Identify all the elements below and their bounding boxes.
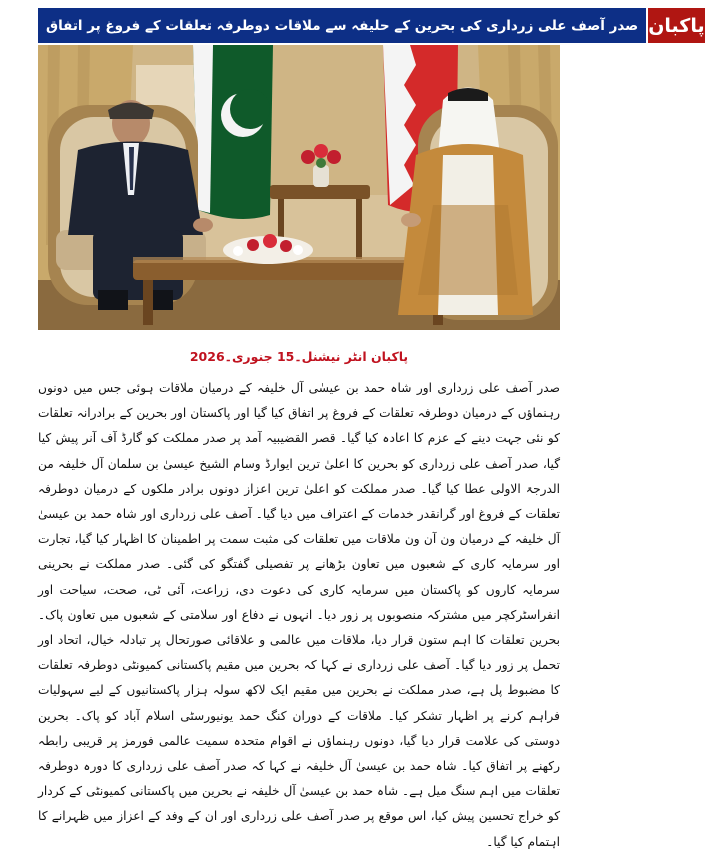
brand-logo: پاکبان [646, 8, 704, 43]
dateline: پاکبان انٹر نیشنل۔15 جنوری۔2026 [189, 349, 409, 364]
headline: صدر آصف علی زرداری کی بحرین کے حلیفہ سے ملاقات دوطرفہ تعلقات کے فروغ پر اتفاق [38, 8, 646, 43]
header-bar [38, 8, 705, 43]
article-body: صدر آصف علی زرداری اور شاہ حمد بن عیسٰی آل خلیفہ کے درمیان ملاقات ہوئی جس میں دونوں رہنماؤں کے درمیان دوطرفہ تعلقات کے فروغ پر اتفاق کیا گیا اور پاکستان اور بحرین کے برادرانہ تعلقات کو نئی جہت دینے کے عزم کا اعادہ کیا گیا۔ قصر القضیبیہ آمد پر صدر مملکت کو گارڈ آف آنر پیش کیا گیا، صدر آصف علی زرداری کو بحرین کا اعلیٰ ترین ایوارڈ وسام الشیخ عیسیٰ بن سلمان آل خلیفہ من الدرجۃ الاولی عطا کیا گیا۔ صدر مملکت کو اعلیٰ ترین اعزاز دونوں برادر ملکوں کے درمیان دوطرفہ تعلقات کے فروغ اور گرانقدر خدمات کے اعتراف میں دیا گیا۔ آصف علی زرداری اور شاہ حمد بن عیسیٰ آل خلیفہ کے درمیان ون آن ون ملاقات میں تعلقات کی مثبت سمت پر اطمینان کا اظہار کیا گیا، تجارت اور سرمایہ کاری کے شعبوں میں تعاون بڑھانے پر تفصیلی گفتگو کی گئی۔ صدر مملکت نے بحرینی سرمایہ کاروں کو پاکستان میں سرمایہ کاری کی دعوت دی، زراعت، آئی ٹی، صحت، سیاحت اور انفراسٹرکچر میں مشترکہ منصوبوں پر زور دیا۔ انہوں نے دفاع اور سلامتی کے شعبوں میں تعاون پاک۔ بحرین تعلقات کا اہم ستون قرار دیا، ملاقات میں عالمی و علاقائی صورتحال پر تبادلہ خیال، اتحاد اور تحمل پر زور دیا گیا۔ آصف علی زرداری نے کہا کہ بحرین میں مقیم پاکستانی کمیونٹی دوطرفہ تعلقات کا مضبوط پل ہے، صدر مملکت نے بحرین میں مقیم ایک لاکھ سولہ ہزار پاکستانیوں کے لیے سہولیات فراہم کرنے پر اظہار تشکر کیا۔ ملاقات کے دوران کنگ حمد یونیورسٹی اسلام آباد کو پاک۔ بحرین دوستی کی علامت قرار دیا گیا، دونوں رہنماؤں نے اقوام متحدہ سمیت عالمی فورمز پر قریبی رابطہ رکھنے پر اتفاق کیا۔ شاہ حمد بن عیسیٰ آل خلیفہ نے کہا کہ صدر آصف علی زرداری کا دورہ دوطرفہ تعلقات میں اہم سنگ میل ہے۔ شاہ حمد بن عیسیٰ آل خلیفہ نے بحرین میں پاکستانی کمیونٹی کے کردار کو خراج تحسین پیش کیا، اس موقع پر صدر آصف علی زرداری اور ان کے وفد کے اعزاز میں ظہرانے کا اہتمام کیا گیا۔ [38, 381, 560, 849]
news-photo [38, 45, 560, 330]
